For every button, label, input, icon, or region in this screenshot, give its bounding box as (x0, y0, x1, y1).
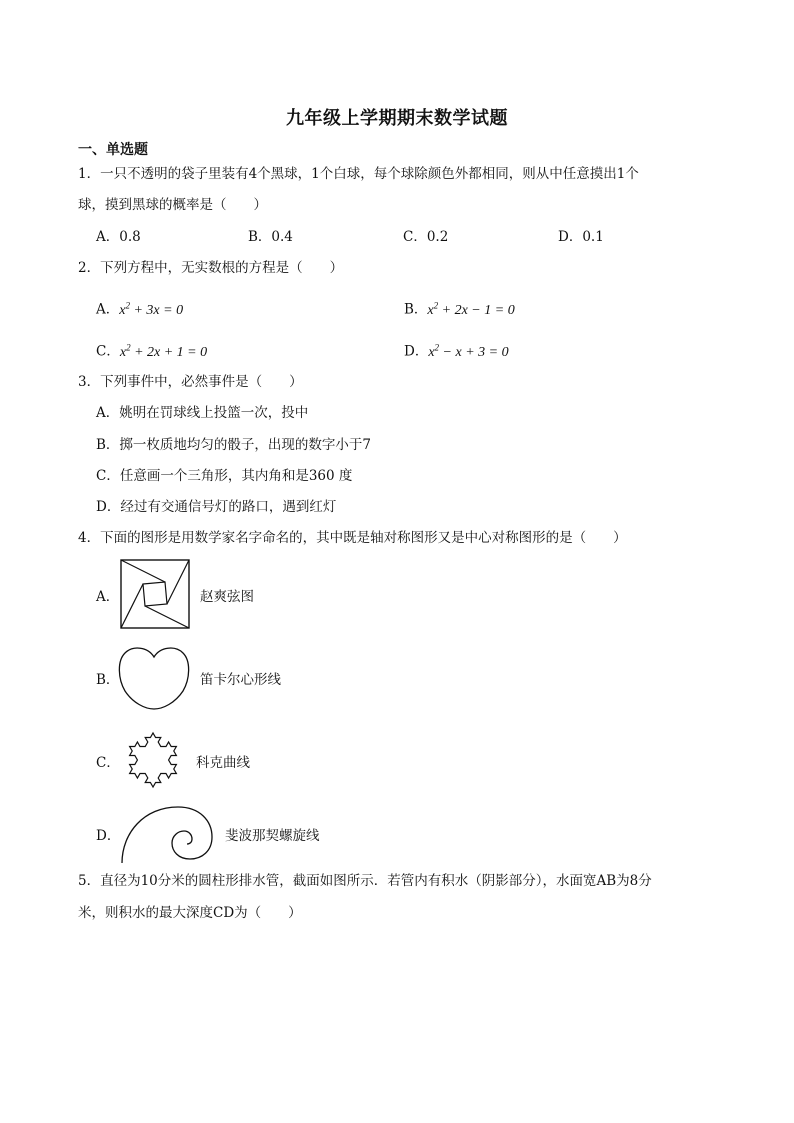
q5-stem-line1: 5．直径为10分米的圆柱形排水管，截面如图所示．若管内有积水（阴影部分），水面宽AB为8分 (78, 873, 652, 889)
q2-option-a-equation: $x^2 + 3x = 0$ (119, 300, 184, 318)
q1-stem-line2: 球，摸到黑球的概率是（ ） (78, 197, 267, 213)
q2-option-c-equation: $x^2 + 2x + 1 = 0$ (119, 342, 208, 360)
q2-option-b-equation: $x^2 + 2x - 1 = 0$ (427, 300, 515, 318)
q5-stem-line2: 米，则积水的最大深度CD为（ ） (78, 905, 302, 921)
q4-option-b-name: 笛卡尔心形线 (200, 672, 281, 688)
section-heading: 一、单选题 (78, 142, 148, 158)
q3-option-a[interactable]: A．姚明在罚球线上投篮一次，投中 (96, 405, 309, 421)
q2-option-d-equation: $x^2 - x + 3 = 0$ (428, 342, 509, 360)
q4-option-c-letter[interactable]: C． (96, 755, 120, 771)
q3-option-b[interactable]: B．掷一枚质地均匀的骰子，出现的数字小于7 (96, 437, 372, 453)
q2-option-c-letter: C． (96, 343, 120, 360)
q2-option-b[interactable] (404, 295, 515, 321)
q1-stem-line1: 1．一只不透明的袋子里装有4个黑球，1个白球，每个球除颜色外都相同，则从中任意摸出1个 (78, 166, 639, 182)
q1-option-a[interactable]: A．0.8 (96, 229, 141, 245)
q2-option-a[interactable] (96, 295, 183, 321)
zhao-shuang-figure (119, 558, 191, 630)
q2-option-d[interactable] (404, 337, 509, 363)
q4-stem: 4．下面的图形是用数学家名字命名的，其中既是轴对称图形又是中心对称图形的是（ ） (78, 530, 627, 546)
q4-option-b-letter[interactable]: B． (96, 672, 120, 688)
q4-option-a-letter[interactable]: A． (96, 589, 120, 605)
q2-option-c[interactable] (96, 337, 207, 363)
koch-snowflake-figure (115, 720, 191, 800)
q3-option-d[interactable]: D．经过有交通信号灯的路口，遇到红灯 (96, 499, 337, 515)
q3-option-c[interactable]: C．任意画一个三角形，其内角和是360 度 (96, 468, 353, 484)
q2-option-b-letter: B． (404, 301, 428, 318)
q1-option-d[interactable]: D．0.1 (558, 229, 604, 245)
q2-option-a-letter: A． (96, 301, 120, 318)
q4-option-a-name: 赵爽弦图 (200, 589, 254, 605)
q2-option-d-letter: D． (404, 343, 429, 360)
fibonacci-spiral-figure (116, 803, 216, 865)
q4-option-d-name: 斐波那契螺旋线 (225, 828, 320, 844)
q1-option-b[interactable]: B．0.4 (248, 229, 293, 245)
q4-option-c-name: 科克曲线 (196, 755, 250, 771)
koch-curve-outline (130, 733, 177, 787)
q2-stem: 2．下列方程中，无实数根的方程是（ ） (78, 260, 344, 276)
q3-stem: 3．下列事件中，必然事件是（ ） (78, 374, 303, 390)
page-title: 九年级上学期期末数学试题 (286, 108, 508, 129)
cardioid-figure (117, 643, 191, 711)
q4-option-d-letter[interactable]: D． (96, 828, 121, 844)
q1-option-c[interactable]: C．0.2 (403, 229, 449, 245)
